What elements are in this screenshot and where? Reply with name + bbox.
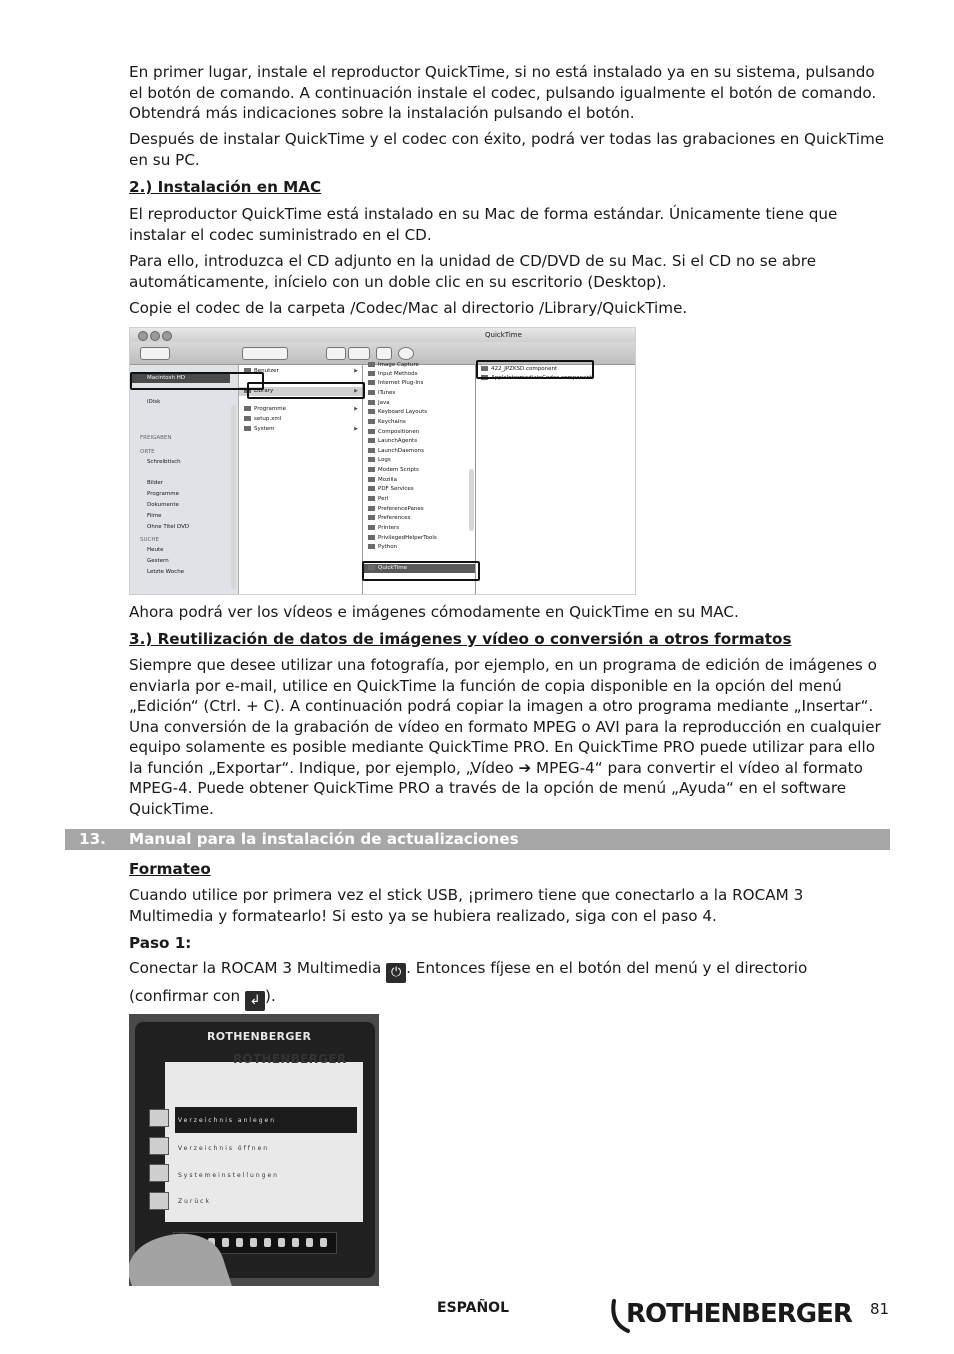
light-key-icon <box>320 1238 327 1247</box>
mac-paragraph: El reproductor QuickTime está instalado en su Mac de forma estándar. Únicamente tiene que instalar el codec suministrado en el CD. <box>129 205 838 244</box>
column-item: Keyboard Layouts <box>368 409 427 415</box>
chevron-right-icon: ▶ <box>354 426 358 432</box>
view-mode-icon <box>242 347 288 360</box>
step-text-1: Conectar la ROCAM 3 Multimedia <box>129 959 382 977</box>
enter-icon: ↲ <box>245 991 265 1011</box>
intro-paragraph: En primer lugar, instale el reproductor QuickTime, si no está instalado ya en su sistema, pulsando el botón de comando. A continuación instale el codec, pulsando igualmente el botón de comando. Obtendrá más indicaciones sobre la instalación pulsando el botón. <box>129 63 877 122</box>
device-menu-item: Systemeinstellungen <box>178 1172 279 1179</box>
highlight-macintosh-hd <box>130 372 264 390</box>
sidebar-item-search: Heute <box>147 547 164 553</box>
brand-logo <box>608 1295 858 1335</box>
column-scrollbar <box>469 469 474 531</box>
light-key-icon <box>306 1238 313 1247</box>
power-icon: ⏻ <box>386 963 406 983</box>
key-icon <box>222 1238 229 1247</box>
cd-paragraph: Para ello, introduzca el CD adjunto en la unidad de CD/DVD de su Mac. Si el CD no se abre automáticamente, inícielo con un doble clic en su escritorio (Desktop). <box>129 252 817 291</box>
device-photo <box>129 1014 379 1286</box>
finder-column-3 <box>476 365 635 594</box>
section-number: 13. <box>79 830 106 848</box>
sidebar-item-place: Bilder <box>147 480 163 486</box>
step-paragraph <box>129 955 891 1011</box>
finder-sidebar <box>130 365 239 594</box>
device-brand-top: ROTHENBERGER <box>207 1030 312 1043</box>
section-band <box>65 829 890 850</box>
settings-icon <box>149 1164 169 1182</box>
column-item: Keychains <box>368 419 406 425</box>
folder-icon <box>376 347 392 360</box>
column-item: Input Methods <box>368 371 417 377</box>
column-item: Internet Plug-Ins <box>368 380 423 386</box>
pc-install-paragraph: Después de instalar QuickTime y el codec con éxito, podrá ver todas las grabaciones en QuickTime en su PC. <box>129 130 885 169</box>
sidebar-header-suche: SUCHE <box>140 537 159 543</box>
column-item: LaunchAgents <box>368 438 417 444</box>
column-item: Programme <box>244 406 286 412</box>
column-item: 422_JPZKSD.component <box>481 366 557 372</box>
column-item: iTunes <box>368 390 395 396</box>
sidebar-item-idisk: iDisk <box>147 399 161 405</box>
enter-key-icon <box>236 1238 243 1247</box>
eye-icon <box>326 347 346 360</box>
close-light <box>138 331 148 341</box>
gear-icon <box>348 347 370 360</box>
chevron-right-icon: ▶ <box>354 368 358 374</box>
column-item: AppleIntermediateCodec.component <box>481 375 592 381</box>
zoom-light <box>162 331 172 341</box>
key-icon <box>264 1238 271 1247</box>
finder-titlebar <box>130 328 635 342</box>
highlight-quicktime <box>362 561 480 581</box>
finder-screenshot <box>129 327 636 595</box>
mac-result-paragraph: Ahora podrá ver los vídeos e imágenes cómodamente en QuickTime en su MAC. <box>129 603 739 621</box>
light-key-icon <box>292 1238 299 1247</box>
burn-icon <box>398 347 414 360</box>
column-item: Benutzer <box>244 368 279 374</box>
sidebar-item-place: Schreibtisch <box>147 459 181 465</box>
step-label: Paso 1: <box>129 934 192 952</box>
column-item: Java <box>368 400 390 406</box>
sidebar-item-search: Gestern <box>147 558 169 564</box>
column-item: Library <box>244 388 273 394</box>
column-item: PreferencePanes <box>368 506 424 512</box>
device-menu-item: Zurück <box>178 1198 211 1205</box>
reuse-paragraph: Siempre que desee utilizar una fotografía, por ejemplo, en un programa de edición de imágenes o enviarla por e-mail, utilice en QuickTime la función de copia disponible en la opción del menú „Edición“ (Ctrl. + C). A continuación podrá copiar la imagen a otro programa mediante „Insertar“. Una conversión de la grabación de vídeo en formato MPEG o AVI para la reproducción en cualquier equipo solamente es posible mediante QuickTime PRO. En QuickTime PRO puede utilizar para ello la función „Exportar“. Indique, por ejemplo, „Vídeo ➔ MPEG-4“ para convertir el vídeo al formato MPEG-4. Puede obtener QuickTime PRO a través de la opción de menú „Ayuda“ en el software QuickTime. <box>129 656 881 818</box>
chevron-right-icon: ▶ <box>354 406 358 412</box>
device-menu-item: Verzeichnis anlegen <box>178 1117 277 1124</box>
column-item: LaunchDaemons <box>368 448 424 454</box>
copy-codec-paragraph: Copie el codec de la carpeta /Codec/Mac al directorio /Library/QuickTime. <box>129 299 688 317</box>
section-title: Manual para la instalación de actualizaciones <box>129 830 519 848</box>
reuse-heading: 3.) Reutilización de datos de imágenes y vídeo o conversión a otros formatos <box>129 630 792 648</box>
column-item: Perl <box>368 496 388 502</box>
back-forward-icon <box>140 347 170 360</box>
highlight-library <box>247 382 365 399</box>
sidebar-item-place: Filme <box>147 513 162 519</box>
column-item: Compositionen <box>368 429 419 435</box>
column-item: PDF Services <box>368 486 414 492</box>
minimize-light <box>150 331 160 341</box>
logo-wordmark: ROTHENBERGER <box>626 1299 852 1329</box>
column-item: Image Capture <box>368 362 419 368</box>
sidebar-header-freigaben: FREIGABEN <box>140 435 172 441</box>
column-item: Mozilla <box>368 477 397 483</box>
column-item: Python <box>368 544 397 550</box>
finder-column-1 <box>239 365 363 594</box>
mac-heading: 2.) Instalación en MAC <box>129 178 322 196</box>
formateo-heading: Formateo <box>129 860 211 878</box>
finder-column-2 <box>363 362 476 594</box>
folder-icon <box>149 1109 169 1127</box>
highlight-codec <box>476 360 594 379</box>
step-text-3: ). <box>265 987 276 1005</box>
back-icon <box>149 1192 169 1210</box>
column-item: Printers <box>368 525 399 531</box>
folder-open-icon <box>149 1137 169 1155</box>
sidebar-scrollbar <box>231 405 236 590</box>
column-item: setup.xml <box>244 416 281 422</box>
column-item: Preferences <box>368 515 410 521</box>
column-item: QuickTime <box>368 565 407 571</box>
sidebar-item-search: Letzte Woche <box>147 569 185 575</box>
sidebar-item-place: Ohne Titel DVD <box>147 524 190 530</box>
column-item: Modem Scripts <box>368 467 419 473</box>
sidebar-item-place: Dokumente <box>147 502 179 508</box>
footer-language: ESPAÑOL <box>437 1300 509 1316</box>
formateo-paragraph: Cuando utilice por primera vez el stick USB, ¡primero tiene que conectarlo a la ROCAM 3 Multimedia y formatearlo! Si esto ya se hubiera realizado, siga con el paso 4. <box>129 886 804 925</box>
sidebar-item-macintosh-hd: Macintosh HD <box>147 375 186 381</box>
sidebar-item-place: Programme <box>147 491 179 497</box>
chevron-right-icon: ▶ <box>354 388 358 394</box>
light-key-icon <box>278 1238 285 1247</box>
column-item: System <box>244 426 275 432</box>
sidebar-header-orte: ORTE <box>140 449 155 455</box>
step-text-2: . Entonces fíjese en el botón del menú y el directorio (confirmar con <box>129 959 808 1005</box>
key-icon <box>250 1238 257 1247</box>
column-item: Logs <box>368 457 391 463</box>
finder-window-title: QuickTime <box>485 331 522 339</box>
device-screen <box>165 1052 363 1222</box>
device-menu-item: Verzeichnis öffnen <box>178 1145 270 1152</box>
column-item: PrivilegedHelperTools <box>368 535 437 541</box>
device-brand-screen: ROTHENBERGER <box>233 1052 347 1066</box>
page-number: 81 <box>870 1300 890 1318</box>
